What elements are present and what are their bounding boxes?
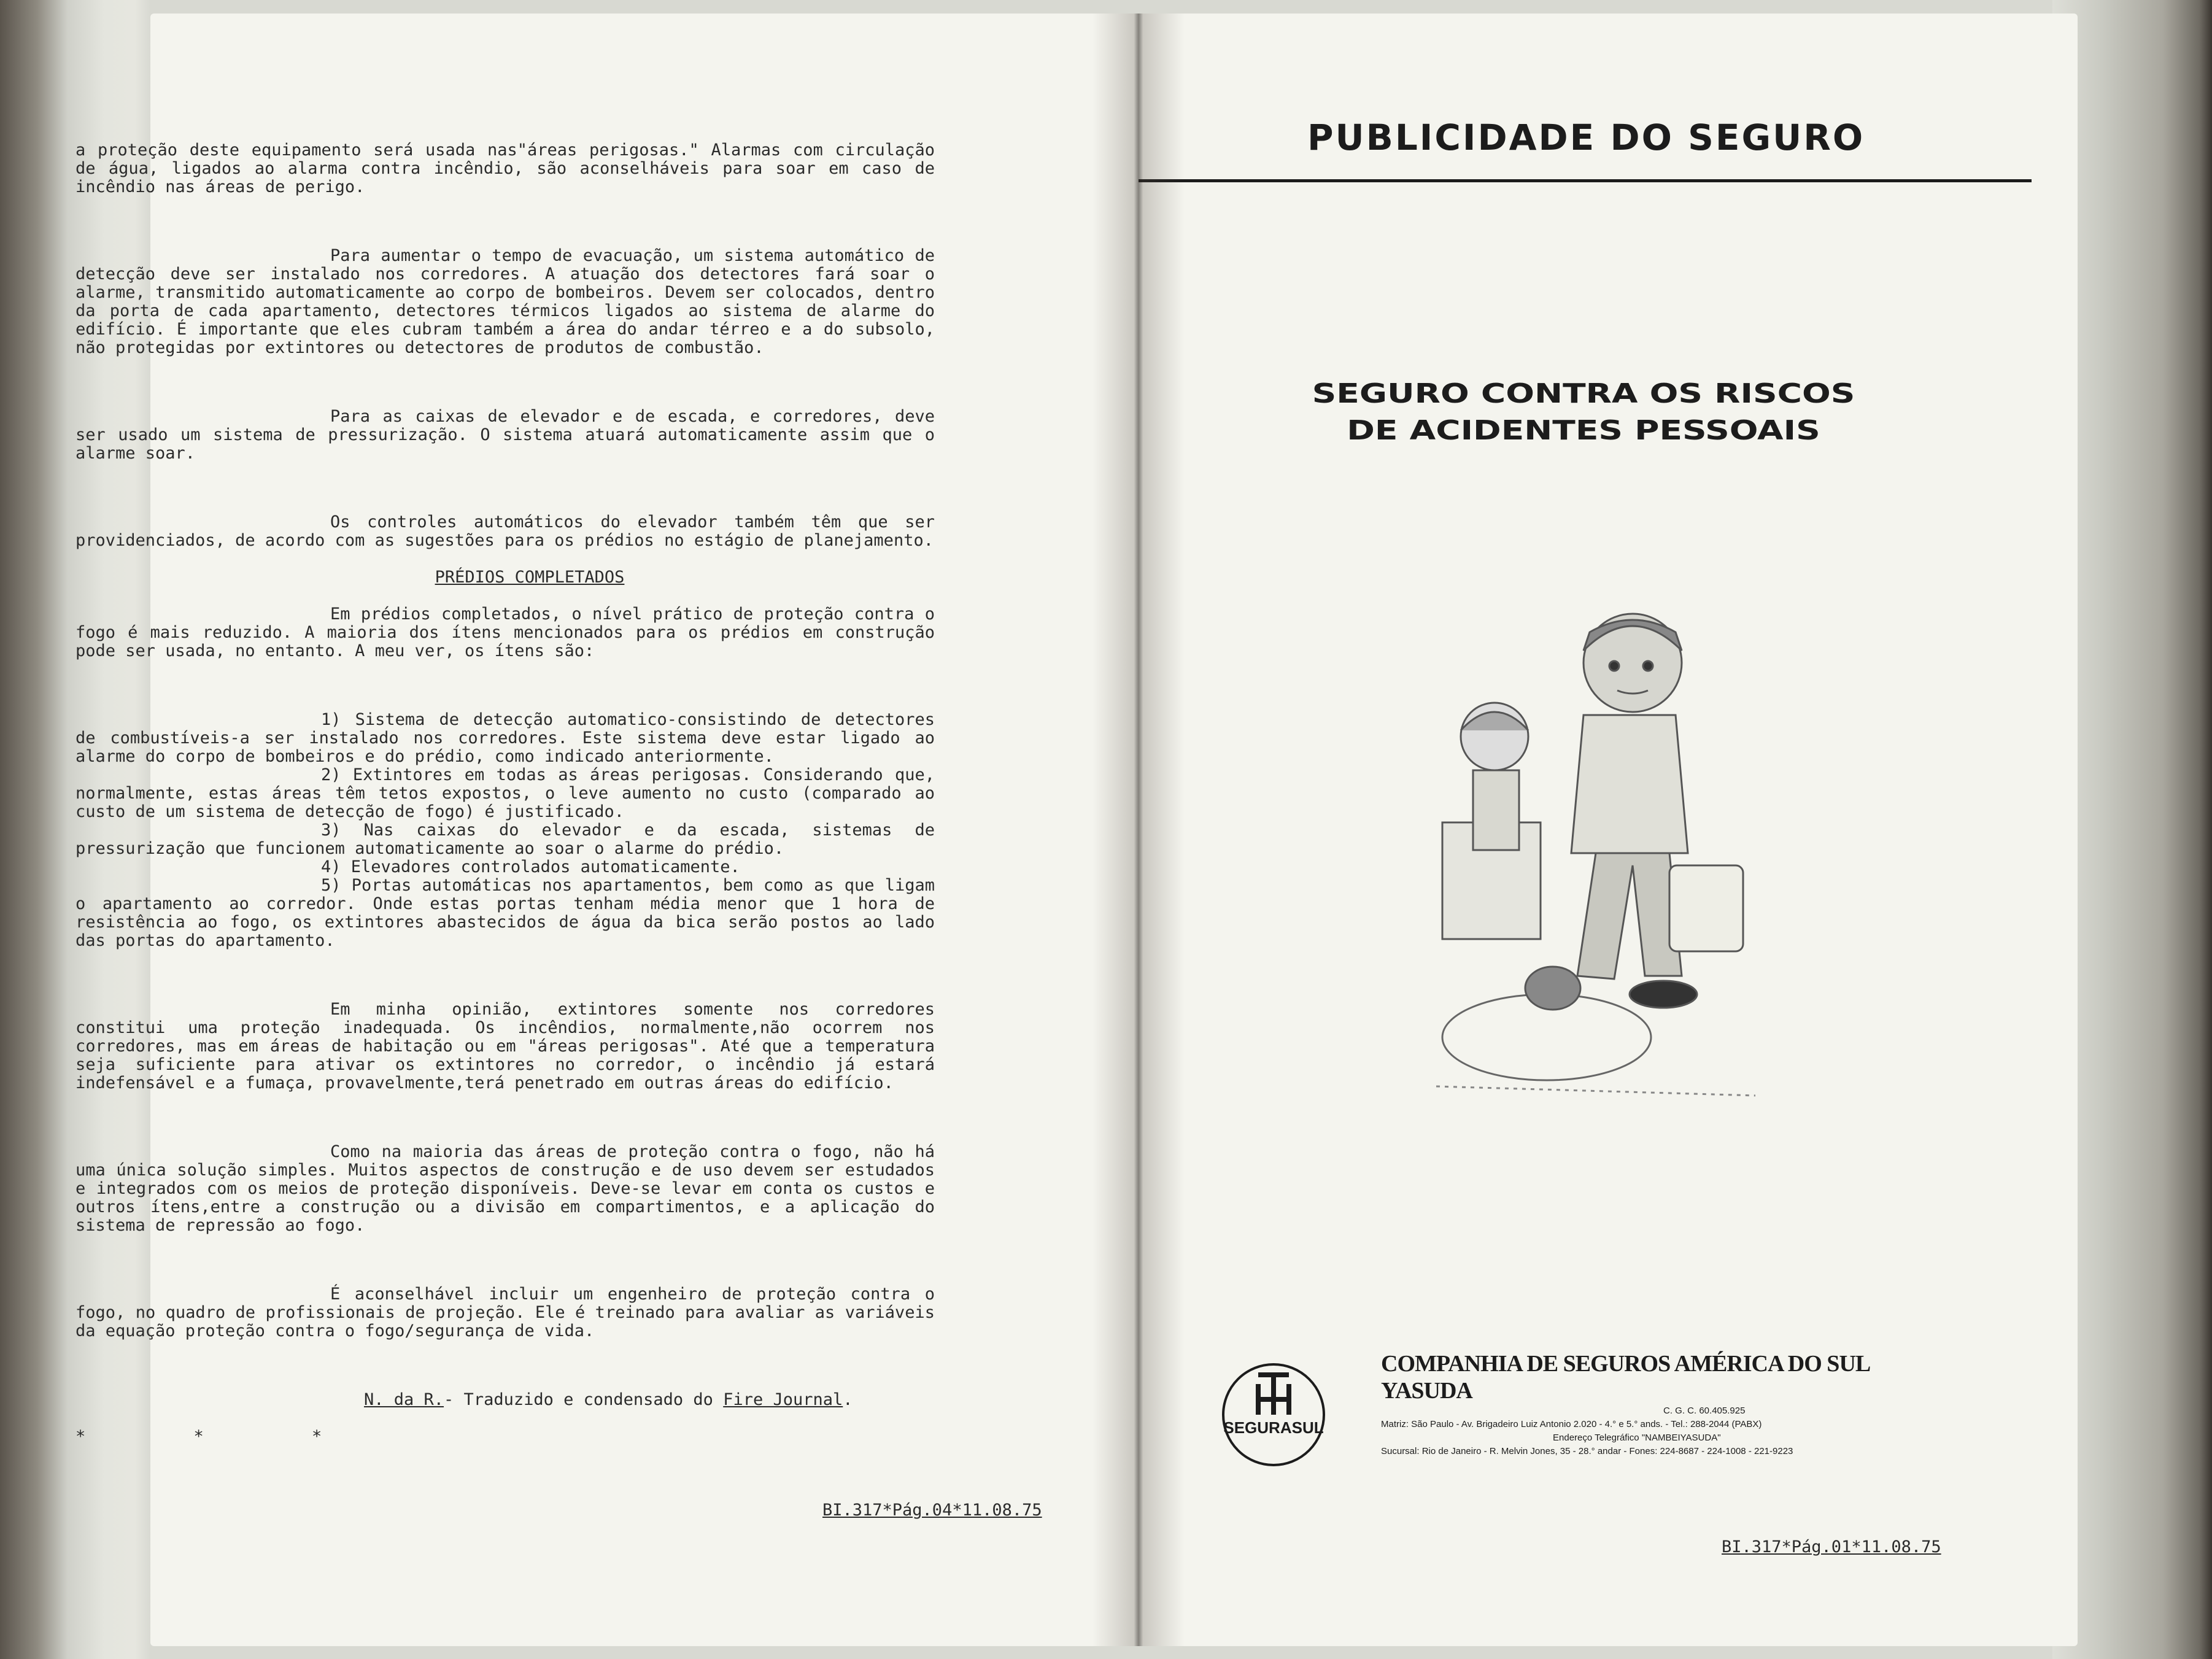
paragraph: Os controles automáticos do elevador também têm que ser providenciados, de acordo com as sugestões para os prédios no estágio de planejamento. [75,512,935,550]
segurasul-logo-icon [1221,1356,1326,1473]
note-end: . [843,1390,853,1409]
logo-text: SEGURASUL [1223,1418,1324,1437]
topic-line-1: SEGURO CONTRA OS RISCOS [1312,378,1855,409]
header-rule [1139,179,2032,182]
paragraph: a proteção deste equipamento será usada nas"áreas perigosas." Alarmas com circulação de água, ligados ao alarma contra incêndio, são aconselháveis para soar em caso de incêndio nas áreas de perigo. [75,141,935,196]
paragraph: Em minha opinião, extintores somente nos corredores constitui uma proteção inadequada. Os incêndios, normalmente,não ocorrem nos corredores, mas em áreas de habitação ou em "áreas perigosas". Até que a temperatura seja suficiente para ativar os extintores no corredor, o incêndio já estará indefensável e a fumaça, provavelmente,terá penetrado em outras áreas do edifício. [75,1000,935,1092]
section-heading: PRÉDIOS COMPLETADOS [435,568,625,587]
company-matriz: Matriz: São Paulo - Av. Brigadeiro Luiz Antonio 2.020 - 4.° e 5.° ands. - Tel.: 288-2044 (PABX) [1381,1419,1762,1429]
separator-stars: * * * [75,1427,371,1446]
page-reference-left: BI.317*Pág.04*11.08.75 [822,1501,1042,1520]
company-cgc: C. G. C. 60.405.925 [1663,1406,1746,1416]
note-text: - Traduzido e condensado do [444,1390,724,1409]
note-label: N. da R. [364,1390,444,1409]
list-item: 1) Sistema de detecção automatico-consistindo de detectores de combustíveis-a ser instalado nos corredores. Este sistema deve estar ligado ao alarme do corpo de bombeiros e do prédio, como indicado anteriormente. [75,710,935,766]
page-header: PUBLICIDADE DO SEGURO [1307,117,1865,158]
company-telegraph: Endereço Telegráfico "NAMBEIYASUDA" [1553,1433,1721,1443]
paragraph: Em prédios completados, o nível prático de proteção contra o fogo é mais reduzido. A maioria dos ítens mencionados para os prédios em construção pode ser usada, no entanto. A meu ver, os ítens são: [75,605,935,660]
paragraph: É aconselhável incluir um engenheiro de proteção contra o fogo, no quadro de profissionais de projeção. Ele é treinado para avaliar as variáveis da equação proteção contra o fogo/segurança de vida. [75,1285,935,1340]
company-sucursal: Sucursal: Rio de Janeiro - R. Melvin Jones, 35 - 28.° andar - Fones: 224-8687 - 224-1008 - 221-9223 [1381,1446,1793,1456]
left-page-text [75,141,935,1446]
list-item: 2) Extintores em todas as áreas perigosas. Considerando que, normalmente, estas áreas têm tetos expostos, o leve aumento no custo (comparado ao custo de um sistema de detecção de fogo) é justificado. [75,765,935,821]
paragraph: Como na maioria das áreas de proteção contra o fogo, não há uma única solução simples. Muitos aspectos de construção e de uso devem ser estudados e integrados com os meios de proteção disponíveis. Deve-se levar em conta os custos e outros ítens,entre a construção ou a divisão em compartimentos, e a aplicação do sistema de repressão ao fogo. [75,1142,935,1235]
translator-note [364,1391,935,1409]
topic-title [1239,376,1929,449]
list-item: 5) Portas automáticas nos apartamentos, bem como as que ligam o apartamento ao corredor. Onde estas portas tenham média menor que 1 hora de resistência ao fogo, os extintores abastecidos de água da bica serão postos ao lado das portas do apartamento. [75,876,935,950]
paragraph: Para as caixas de elevador e de escada, e corredores, deve ser usado um sistema de pressurização. O sistema atuará automaticamente assim que o alarme soar. [75,407,935,463]
list-item: 4) Elevadores controlados automaticamente. [321,857,740,876]
cartoon-illustration [1412,608,1780,1105]
list-item: 3) Nas caixas do elevador e da escada, sistemas de pressurização que funcionem automaticamente ao soar o alarme do prédio. [75,821,935,858]
company-name: COMPANHIA DE SEGUROS AMÉRICA DO SUL YASUDA [1381,1351,1870,1404]
page-reference-right: BI.317*Pág.01*11.08.75 [1722,1537,1941,1557]
topic-line-2: DE ACIDENTES PESSOAIS [1347,415,1820,446]
company-block [1381,1350,1933,1458]
paragraph: Para aumentar o tempo de evacuação, um sistema automático de detecção deve ser instalado nos corredores. A atuação dos detectores fará soar o alarme, transmitido automaticamente ao corpo de bombeiros. Devem ser colocados, dentro da porta de cada apartamento, detectores térmicos ligados ao sistema de alarme do edifício. É importante que eles cubram também a área do andar térreo e a do subsolo, não protegidas por extintores ou detectores de produtos de combustão. [75,246,935,357]
note-source: Fire Journal [723,1390,843,1409]
